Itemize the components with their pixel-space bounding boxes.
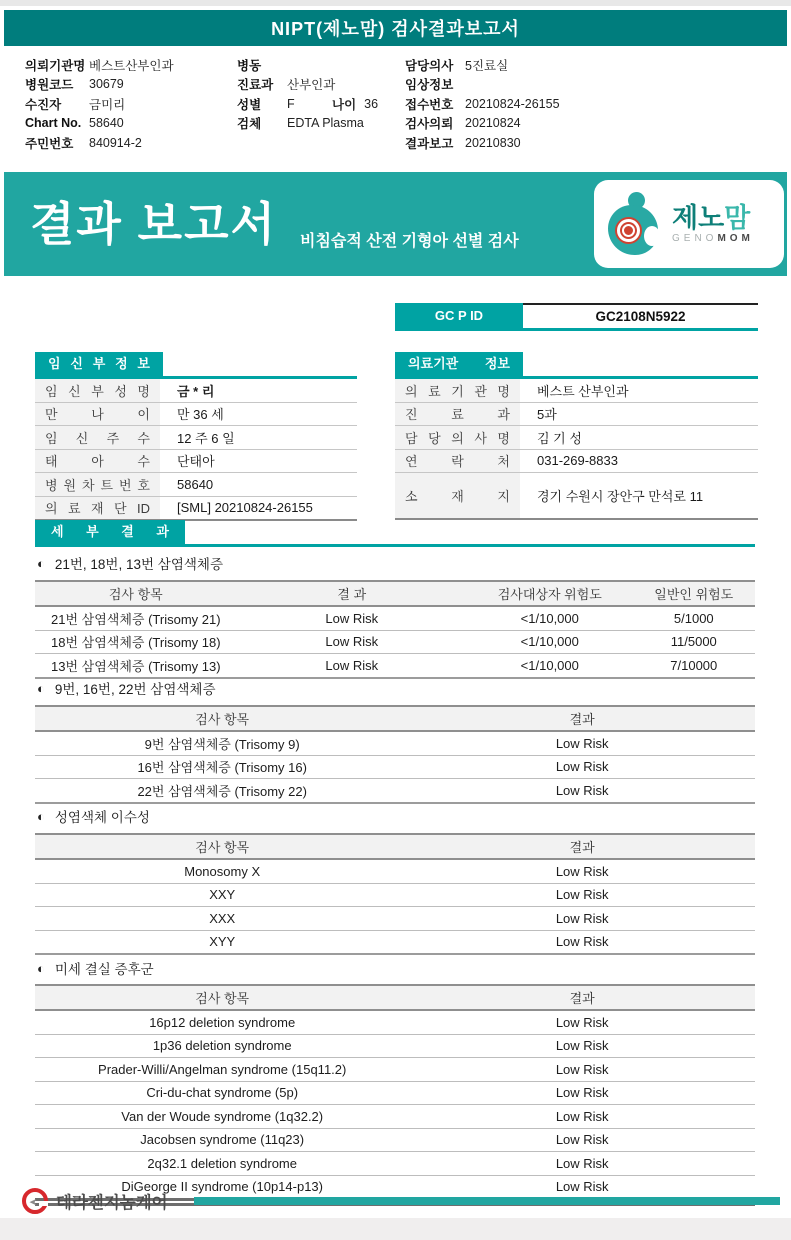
table-row [395,473,758,520]
field-label: 임상정보 [405,78,454,93]
logo-en-part1: GENO [672,233,718,244]
cell-result: Low Risk [555,759,609,775]
col-header-population-risk: 일반인 위험도 [654,587,734,602]
cell-item: Van der Woude syndrome (1q32.2) [121,1108,324,1124]
table-row [395,379,758,403]
table-row [35,403,357,427]
table-row [35,931,755,956]
banner-subtitle: 비침습적 산전 기형아 선별 검사 [300,233,519,250]
field-report-date [405,133,665,153]
mother-info-table [35,352,357,521]
footer [22,1186,780,1216]
cell-result: Low Risk [555,863,609,879]
table-row [35,1011,755,1035]
row-label: 진 료 과 [405,407,510,423]
row-value: 단태아 [177,454,215,470]
logo-kr-part1: 제노 [672,203,725,233]
row-label: 의 료 재 단 ID [45,501,150,517]
report-title: NIPT(제노맘) 검사결과보고서 [271,19,520,39]
logo-kr-part2: 맘 [724,203,751,233]
field-label: 검체 [237,117,262,132]
cell-population-risk: 11/5000 [670,634,717,650]
table-header-row [35,580,755,607]
table-row [35,654,755,679]
field-label: 담당의사 [405,58,454,73]
cell-result: Low Risk [555,1085,609,1101]
gc-p-id-value: GC2108N5922 [523,303,758,328]
row-value: 베스트 산부인과 [537,383,629,399]
field-label: 결과보고 [405,136,454,151]
row-value: 금 * 리 [177,383,215,399]
field-value: 30679 [89,77,124,92]
gc-p-id-label: GC P ID [395,303,523,328]
section-heading-sex-chromosome [37,806,150,826]
col-header-result: 결 과 [337,587,367,602]
section-heading-text: 미세 결실 증후군 [54,962,154,977]
field-value: 금미리 [89,97,126,112]
patient-header-col1 [25,55,235,153]
field-label: 의뢰기관명 [25,58,86,73]
patient-header-col3 [405,55,665,153]
field-request-date [405,114,665,134]
field-label: 수진자 [25,97,62,112]
cell-result: Low Risk [555,1038,609,1054]
table-row [35,1129,755,1153]
teragen-logo-icon [22,1188,48,1214]
cell-result: Low Risk [555,934,609,950]
report-title-bar [4,10,787,46]
col-header-item: 검사 항목 [195,991,250,1006]
field-value: 베스트산부인과 [89,58,174,73]
field-label: 병동 [237,58,262,73]
row-value: 김 기 성 [537,430,582,446]
cell-result: Low Risk [325,657,379,673]
field-receipt-no [405,94,665,114]
sex-chromosome-table [35,833,755,955]
cell-item: Prader-Willi/Angelman syndrome (15q11.2) [98,1061,347,1077]
table-row [35,779,755,804]
cell-result: Low Risk [555,782,609,798]
footer-teal-bar [194,1197,780,1205]
section-bullet-icon: ◐ [37,808,45,824]
table-row [35,426,357,450]
genomom-logo-text [672,203,754,245]
field-value: 20210824 [465,116,521,131]
field-value: 36 [364,96,379,111]
field-value: EDTA Plasma [287,116,364,131]
section-heading-text: 21번, 18번, 13번 삼염색체증 [54,557,223,572]
table-header-row [35,705,755,732]
row-value: 031-269-8833 [537,453,618,469]
field-label: 나이 [332,97,357,112]
row-value: [SML] 20210824-26155 [177,500,313,516]
cell-item: 16번 삼염색체증 (Trisomy 16) [137,760,307,776]
patient-header-col2 [237,55,405,133]
field-doctor [405,55,665,75]
cell-subject-risk: <1/10,000 [520,634,579,650]
table-row [35,607,755,631]
cell-result: Low Risk [555,1155,609,1171]
logo-arrow-icon: ➤ [29,1196,38,1207]
cell-result: Low Risk [325,610,379,626]
page-top-margin [0,0,791,6]
table-row [395,450,758,474]
row-label: 태 아 수 [45,454,150,470]
col-header-item: 검사 항목 [195,840,250,855]
row-label: 연 락 처 [405,454,510,470]
microdeletion-table [35,984,755,1206]
table-row [35,473,357,497]
table-row [35,1058,755,1082]
field-chart-no [25,114,235,134]
detail-results-title: 세 부 결 과 [35,520,185,544]
clinic-info-title: 의료기관 정보 [395,352,523,376]
section-heading-trisomy-9-16-22 [37,678,215,698]
mother-info-title: 임 신 부 정 보 [35,352,163,376]
table-row [35,1082,755,1106]
col-header-result: 결과 [569,712,595,727]
cell-item: 18번 삼염색체증 (Trisomy 18) [51,635,221,651]
section-heading-text: 9번, 16번, 22번 삼염색체증 [54,682,216,697]
trisomy-9-16-22-table [35,705,755,804]
field-value: 58640 [89,116,124,131]
table-row [35,756,755,780]
field-ward [237,55,405,75]
cell-result: Low Risk [555,910,609,926]
table-row [35,860,755,884]
cell-item: Jacobsen syndrome (11q23) [140,1132,305,1148]
cell-result: Low Risk [325,634,379,650]
cell-result: Low Risk [555,1132,609,1148]
field-label: 성별 [237,97,262,112]
cell-item: 16p12 deletion syndrome [149,1014,296,1030]
field-value: 산부인과 [287,78,336,93]
table-row [395,426,758,450]
field-value: F [287,96,295,111]
field-label: 주민번호 [25,136,74,151]
banner-title: 결과 보고서 [30,198,277,250]
field-hospital-code [25,75,235,95]
cell-result: Low Risk [555,1014,609,1030]
cell-item: Monosomy X [184,863,261,879]
table-header-row [35,833,755,860]
section-heading-trisomy-21-18-13 [37,553,223,573]
field-value: 5진료실 [465,58,509,73]
cell-item: XXY [209,887,236,903]
table-row [395,403,758,427]
table-row [35,379,357,403]
row-value: 경기 수원시 장안구 만석로 11 [537,489,704,504]
table-row [35,732,755,756]
cell-result: Low Risk [555,735,609,751]
row-label: 소 재 지 [405,489,510,504]
section-heading-text: 성염색체 이수성 [54,810,150,825]
row-value: 5과 [537,407,557,423]
section-bullet-icon: ◐ [37,960,45,976]
row-label: 임 신 주 수 [45,430,150,446]
field-sex-age [237,94,405,114]
table-header-row [35,984,755,1011]
col-header-result: 결과 [569,840,595,855]
row-label: 임 신 부 성 명 [45,383,150,399]
row-label: 담 당 의 사 명 [405,430,510,446]
field-label: 검사의뢰 [405,117,454,132]
field-requesting-org [25,55,235,75]
table-row [35,631,755,655]
field-label: 병원코드 [25,78,74,93]
field-specimen [237,114,405,134]
section-heading-microdeletion [37,958,154,978]
cell-item: 21번 삼염색체증 (Trisomy 21) [51,611,221,627]
clinic-info-table [395,352,758,520]
field-examinee [25,94,235,114]
gc-p-id-bar [395,303,758,331]
page-bottom-margin [0,1218,791,1240]
table-row [35,450,357,474]
trisomy-21-18-13-table [35,580,755,679]
cell-item: 9번 삼염색체증 (Trisomy 9) [144,736,300,752]
row-label: 병 원 차 트 번 호 [45,477,150,493]
table-row [35,497,357,522]
table-row [35,1152,755,1176]
cell-item: Cri-du-chat syndrome (5p) [146,1085,299,1101]
cell-population-risk: 7/10000 [670,657,718,673]
cell-subject-risk: <1/10,000 [520,657,579,673]
col-header-result: 결과 [569,991,595,1006]
cell-item: 22번 삼염색체증 (Trisomy 22) [137,783,307,799]
mother-baby-icon [608,192,662,256]
table-row [35,1105,755,1129]
cell-item: 13번 삼염색체증 (Trisomy 13) [51,658,221,674]
cell-item: DiGeorge II syndrome (10p14-p13) [121,1179,323,1195]
row-value: 58640 [177,476,214,492]
field-label: Chart No. [25,116,82,131]
genomom-logo [594,180,784,268]
field-department [237,75,405,95]
field-value: 840914-2 [89,135,142,150]
section-bullet-icon: ◐ [37,680,45,696]
field-label: 진료과 [237,78,274,93]
logo-en-part2: MOM [717,233,754,244]
section-bullet-icon: ◐ [37,555,45,571]
cell-result: Low Risk [555,1108,609,1124]
cell-result: Low Risk [555,1179,609,1195]
row-label: 만 나 이 [45,407,150,423]
red-seal-icon [615,217,642,244]
field-label: 접수번호 [405,97,454,112]
row-label: 의 료 기 관 명 [405,383,510,399]
cell-item: XYY [209,934,236,950]
result-banner [4,172,787,276]
cell-item: 2q32.1 deletion syndrome [147,1155,297,1171]
table-row [35,884,755,908]
field-clinical-info [405,75,665,95]
field-value: 20210830 [465,135,521,150]
cell-result: Low Risk [555,1061,609,1077]
row-value: 12 주 6 일 [177,430,235,446]
table-row [35,1035,755,1059]
cell-population-risk: 5/1000 [673,610,714,626]
detail-results-header [35,520,755,547]
patient-header-block [25,55,770,155]
col-header-item: 검사 항목 [108,587,163,602]
field-resident-no [25,133,235,153]
col-header-item: 검사 항목 [195,712,250,727]
cell-subject-risk: <1/10,000 [520,610,579,626]
teal-underline [35,544,755,547]
col-header-subject-risk: 검사대상자 위험도 [497,587,602,602]
company-name: 테라젠지놈케어 [56,1194,168,1212]
field-value: 20210824-26155 [465,96,560,111]
cell-item: 1p36 deletion syndrome [152,1038,292,1054]
table-row [35,907,755,931]
cell-result: Low Risk [555,887,609,903]
row-value: 만 36 세 [177,407,224,423]
cell-item: XXX [209,910,236,926]
